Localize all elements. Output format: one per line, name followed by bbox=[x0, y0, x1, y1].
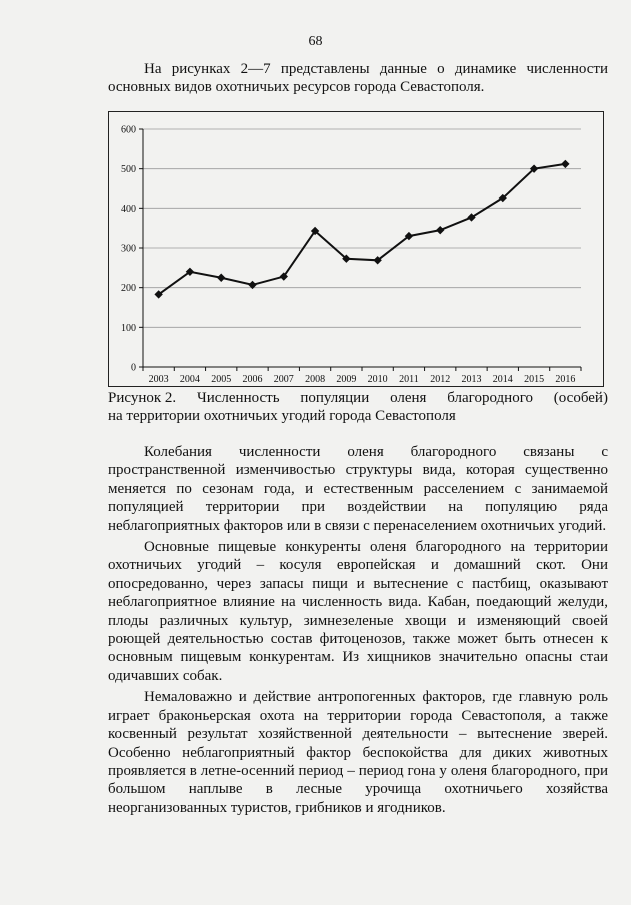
body-text bbox=[108, 443, 608, 820]
x-tick-label: 2007 bbox=[273, 374, 294, 385]
caption-line-1 bbox=[108, 389, 608, 407]
x-tick-label: 2004 bbox=[179, 374, 200, 385]
caption-word: Численность bbox=[196, 390, 280, 406]
series-line bbox=[159, 164, 566, 295]
body-paragraph-3: Немаловажно и действие антропогенных факторов, где главную роль играет браконьерская охота на территории города Севастополя, а также косвенный результат хозяйственной деятельности – вытеснение зверей. Особенно неблагоприятный фактор беспокойства для диких животных проявляется в летне-осенний период – период гона у оленя благородного, при большом наплыве в лесные урочища охотничьего хозяйства неорганизованных туристов, грибников и ягодников. bbox=[108, 689, 608, 816]
x-tick-label: 2010 bbox=[367, 374, 388, 385]
caption-line-2: на территории охотничьих угодий города Севастополя bbox=[108, 408, 456, 424]
chart-frame bbox=[108, 111, 604, 387]
y-tick-label: 600 bbox=[121, 124, 136, 136]
x-tick-label: 2012 bbox=[430, 374, 451, 385]
page-number: 68 bbox=[308, 34, 323, 49]
intro-paragraph: На рисунках 2—7 представлены данные о динамике численности основных видов охотничьих ресурсов города Севастополя. bbox=[108, 61, 608, 95]
y-tick-label: 0 bbox=[131, 362, 136, 374]
caption-word: (особей) bbox=[553, 390, 608, 406]
x-tick-label: 2008 bbox=[305, 374, 326, 385]
x-tick-label: 2015 bbox=[524, 374, 545, 385]
line-chart bbox=[109, 112, 605, 388]
x-tick-label: 2006 bbox=[242, 374, 263, 385]
caption-word: благородного bbox=[447, 390, 533, 406]
data-point bbox=[217, 274, 225, 282]
y-tick-label: 200 bbox=[121, 283, 136, 295]
y-tick-label: 100 bbox=[121, 322, 136, 334]
x-tick-label: 2005 bbox=[211, 374, 232, 385]
y-tick-label: 300 bbox=[121, 243, 136, 255]
x-tick-label: 2011 bbox=[399, 374, 419, 385]
figure-caption bbox=[108, 389, 608, 425]
body-paragraph-2: Основные пищевые конкуренты оленя благородного на территории охотничьих угодий – косуля европейская и домашний скот. Они опосредованно, через запасы пищи и вытеснение с пастбищ, оказывают неблагоприятное влияние на численность вида. Кабан, поедающий желуди, плоды различных культур, зимнезеленые хвощи и изменяющий своей роющей деятельностью состав фитоценозов, также может быть отнесен к основным пищевым конкурентам. Из хищников значительно опасны стаи одичавших собак. bbox=[108, 539, 608, 684]
x-tick-label: 2014 bbox=[492, 374, 513, 385]
data-point bbox=[561, 160, 569, 168]
body-paragraph-1: Колебания численности оленя благородного связаны с пространственной изменчивостью структуры вида, которая существенно меняется по сезонам года, и естественным расселением с занимаемой популяцией территории при воздействии на популяцию ряда неблагоприятных факторов или в связи с перенаселением охотничьих угодий. bbox=[108, 444, 608, 534]
caption-word: популяции bbox=[300, 390, 370, 406]
x-tick-label: 2016 bbox=[555, 374, 576, 385]
caption-label: Рисунок 2. bbox=[108, 390, 177, 406]
x-tick-label: 2003 bbox=[148, 374, 169, 385]
y-tick-label: 400 bbox=[121, 203, 136, 215]
y-tick-label: 500 bbox=[121, 164, 136, 176]
caption-word: оленя bbox=[390, 390, 427, 406]
data-point bbox=[436, 226, 444, 234]
x-tick-label: 2013 bbox=[461, 374, 482, 385]
x-tick-label: 2009 bbox=[336, 374, 357, 385]
